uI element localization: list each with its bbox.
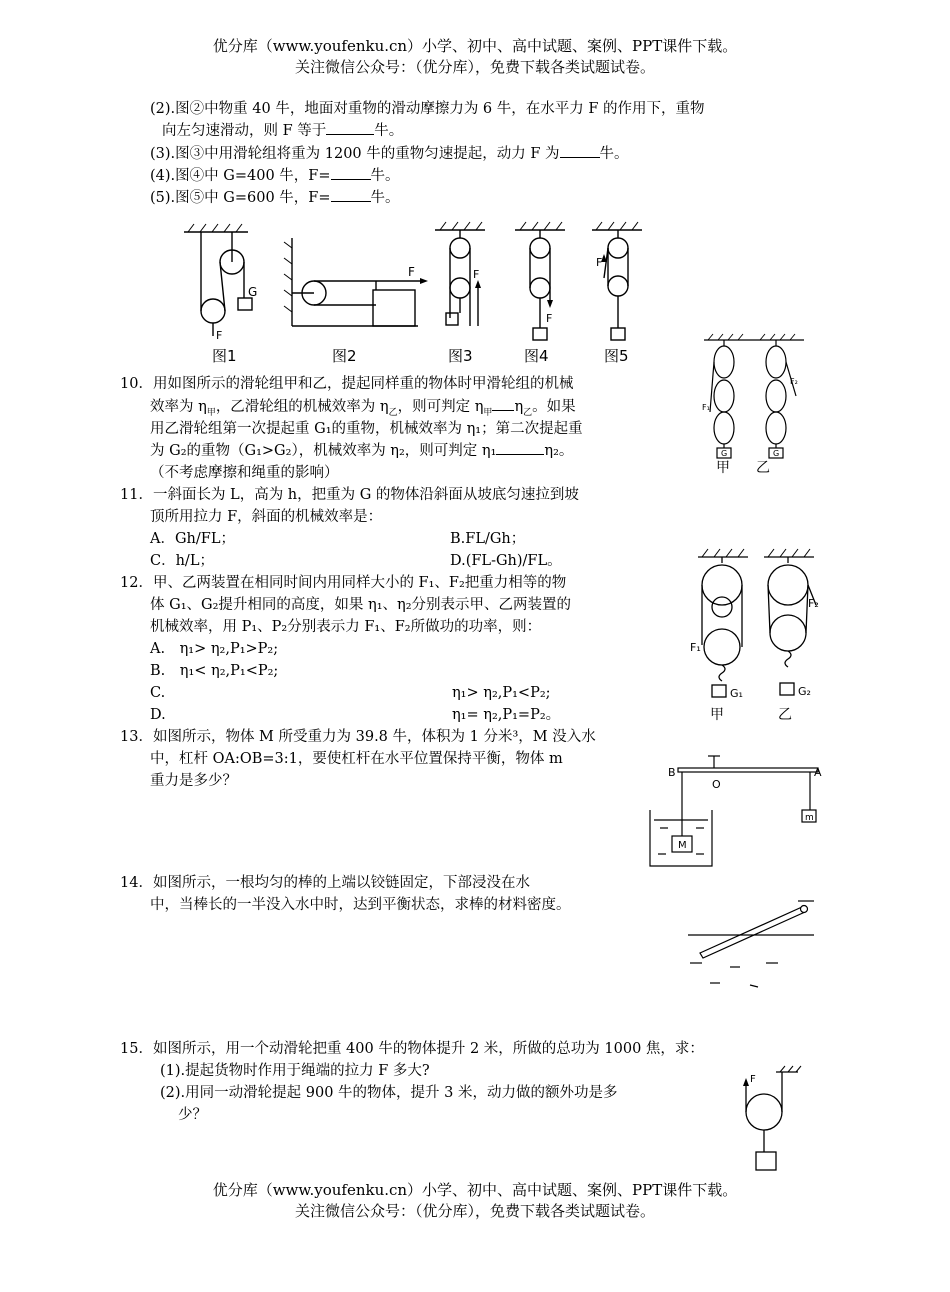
- answer-blank: [492, 410, 514, 411]
- q12-line1: 12．甲、乙两装置在相同时间内用同样大小的 F₁、F₂把重力相等的物: [120, 575, 567, 591]
- q11-option-c: C．h/L；: [150, 553, 214, 569]
- page-footer-line2: 关注微信公众号：（优分库），免费下载各类试题试卷。: [294, 1202, 655, 1220]
- fig3-label-f: F: [473, 268, 480, 281]
- q12-option-d-text: η₁= η₂,P₁=P₂。: [452, 707, 561, 723]
- q12-line2: 体 G₁、G₂提升相同的高度，如果 η₁、η₂分别表示甲、乙两装置的: [150, 597, 572, 613]
- fig5-caption: 图5: [604, 347, 629, 365]
- q12-line3: 机械效率，用 P₁、P₂分别表示力 F₁、F₂所做功的功率，则：: [150, 619, 542, 635]
- q13-fig-a: A: [814, 766, 822, 779]
- q10-fig-g1: G: [721, 449, 728, 458]
- q13-fig-m-small: m: [805, 813, 814, 823]
- q12-fig-g1: G₁: [730, 687, 743, 700]
- q12-option-d-label: D.: [150, 707, 166, 723]
- q9-part5-text: (5).图⑤中 G=600 牛，F=: [150, 190, 331, 206]
- q9-part4-unit: 牛。: [370, 168, 400, 184]
- fig5-label-f: F: [596, 256, 603, 269]
- q15-fig-f: F: [750, 1074, 756, 1085]
- q9-part5: [150, 187, 400, 209]
- q15-pulley-figure: [736, 1064, 806, 1179]
- q14-rod-figure: [680, 895, 820, 995]
- answer-blank: [560, 157, 600, 158]
- q9-part3-text: (3).图③中用滑轮组将重为 1200 牛的重物匀速提起，动力 F 为: [150, 146, 560, 162]
- q13-line3: 重力是多少？: [150, 773, 237, 789]
- q12-fig-jia: 甲: [710, 707, 724, 723]
- q9-part3-unit: 牛。: [599, 146, 629, 162]
- answer-blank: [331, 179, 371, 180]
- q9-part4-text: (4).图④中 G=400 牛，F=: [150, 168, 331, 184]
- q10-fig-g2: G: [773, 449, 780, 458]
- q9-part5-unit: 牛。: [370, 190, 400, 206]
- q10-line2: 效率为 $\eta_甲$，乙滑轮组的机械效率为 $\eta_乙$，则可判定 $\eta_甲$ $\eta_乙$。如果: [150, 399, 576, 418]
- q15-line1: 15．如图所示，用一个动滑轮把重 400 牛的物体提升 2 米，所做的总功为 1000 焦，求：: [120, 1041, 704, 1057]
- q13-fig-o: O: [712, 778, 721, 791]
- fig1-label-g: G: [248, 285, 258, 299]
- q11-option-d: D.(FL-Gh)/FL。: [450, 553, 562, 569]
- fig2-label-f: F: [408, 265, 415, 279]
- q15-line2: (1).提起货物时作用于绳端的拉力 F 多大?: [160, 1063, 430, 1079]
- q11-line1: 11．一斜面长为 L，高为 h，把重为 G 的物体沿斜面从坡底匀速拉到坡: [120, 487, 579, 503]
- q9-part2-text: 向左匀速滑动，则 F 等于: [162, 123, 327, 139]
- q11-option-a: A．Gh/FL；: [150, 531, 235, 547]
- q10-fig-f1: F₁: [702, 403, 710, 412]
- q9-part4: [150, 165, 400, 187]
- q9-part2-line2: [162, 120, 403, 142]
- q13-line2: 中，杠杆 OA:OB=3:1，要使杠杆在水平位置保持平衡，物体 m: [150, 751, 563, 767]
- q10-line3: 用乙滑轮组第一次提起重 G₁的重物，机械效率为 η₁；第二次提起重: [150, 421, 583, 437]
- q9-part2-unit: 牛。: [374, 123, 404, 139]
- q12-option-c-text: η₁> η₂,P₁<P₂;: [452, 685, 551, 701]
- q12-fig-f1: F₁: [690, 641, 701, 654]
- answer-blank: [496, 454, 544, 455]
- q11-line2: 顶所用拉力 F，斜面的机械效率是：: [150, 509, 383, 525]
- q14-line2: 中，当棒长的一半没入水中时，达到平衡状态，求棒的材料密度。: [150, 897, 571, 913]
- q13-line1: 13．如图所示，物体 M 所受重力为 39.8 牛，体积为 1 分米³，M 没入水: [120, 729, 596, 745]
- fig1-caption: 图1: [212, 347, 237, 365]
- fig2-caption: 图2: [332, 347, 357, 365]
- q12-option-a: A. η₁> η₂,P₁>P₂;: [150, 641, 279, 657]
- page-footer-line1: 优分库（www.youfenku.cn）小学、初中、高中试题、案例、PPT课件下载。: [212, 1181, 738, 1199]
- q9-part2-line1: (2).图②中物重 40 牛，地面对重物的滑动摩擦力为 6 牛，在水平力 F 的作用下，重物: [150, 101, 705, 117]
- q10-fig-f2: F₂: [790, 377, 798, 386]
- answer-blank: [331, 201, 371, 202]
- q10-fig-jia: 甲: [716, 460, 730, 476]
- q12-fig-yi: 乙: [778, 707, 792, 723]
- q10-line5: （不考虑摩擦和绳重的影响）: [150, 465, 339, 481]
- q12-option-c-label: C.: [150, 685, 166, 701]
- q9-part3: [150, 143, 629, 165]
- q15-line4: 少？: [178, 1107, 207, 1123]
- q12-option-b: B. η₁< η₂,P₁<P₂;: [150, 663, 279, 679]
- q9-pulley-figures: [180, 218, 640, 370]
- q10-fig-yi: 乙: [756, 460, 770, 476]
- fig3-caption: 图3: [448, 347, 473, 365]
- q12-figure: [688, 545, 828, 725]
- fig1-label-f: F: [216, 329, 223, 342]
- q13-fig-m-big: M: [678, 840, 687, 851]
- page-header-line1: 优分库（www.youfenku.cn）小学、初中、高中试题、案例、PPT课件下载。: [212, 37, 738, 55]
- q13-lever-figure: [640, 748, 830, 873]
- q10-figure: [700, 332, 810, 474]
- q10-line4: 为 G₂的重物（G₁>G₂），机械效率为 η₂，则可判定 η₁ η₂。: [150, 443, 574, 459]
- answer-blank: [326, 134, 374, 135]
- q14-line1: 14．如图所示，一根均匀的棒的上端以铰链固定，下部浸没在水: [120, 875, 530, 891]
- fig4-label-f: F: [546, 312, 553, 325]
- q13-fig-b: B: [668, 766, 676, 779]
- q10-line1: 10．用如图所示的滑轮组甲和乙，提起同样重的物体时甲滑轮组的机械: [120, 376, 574, 392]
- q15-line3: (2).用同一动滑轮提起 900 牛的物体，提升 3 米，动力做的额外功是多: [160, 1085, 618, 1101]
- page-header-line2: 关注微信公众号：（优分库），免费下载各类试题试卷。: [294, 58, 655, 76]
- q12-fig-g2: G₂: [798, 685, 811, 698]
- q12-fig-f2: F₂: [808, 597, 819, 610]
- fig4-caption: 图4: [524, 347, 549, 365]
- q11-option-b: B.FL/Gh；: [450, 531, 526, 547]
